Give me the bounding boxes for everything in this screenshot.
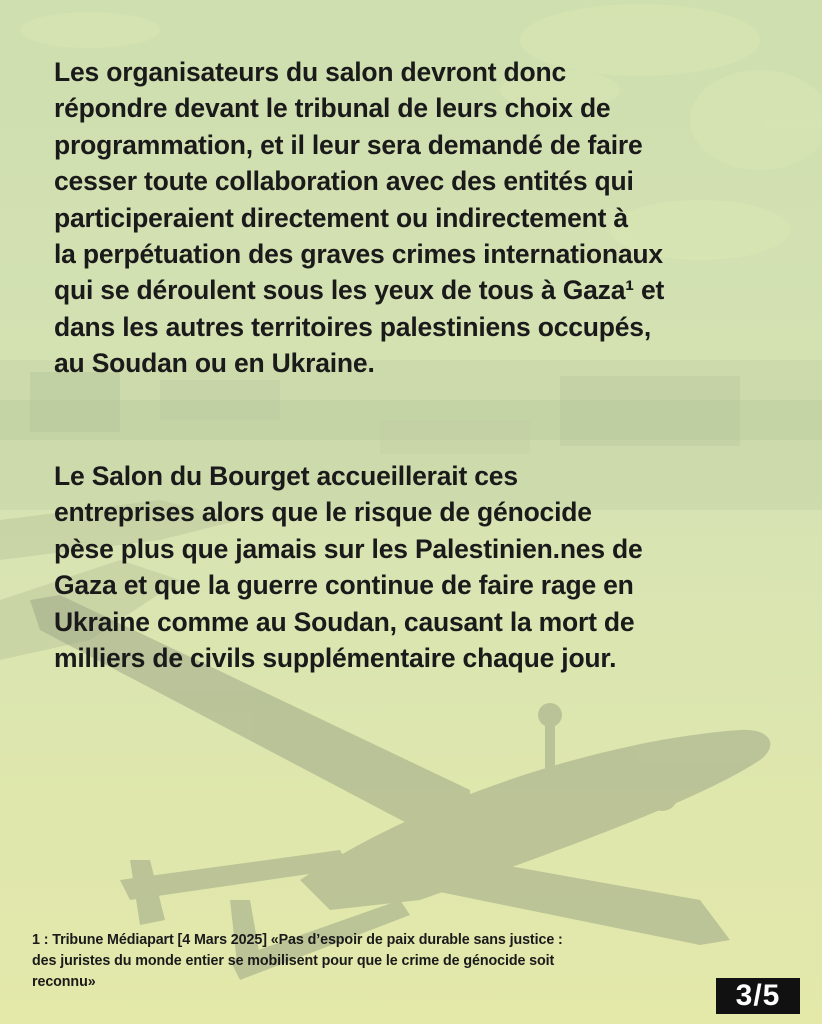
footnote-source: 1 : Tribune Médiapart [4 Mars 2025] «Pas d’espoir de paix durable sans justice : des juristes du monde entier se mobilisent pour que le crime de génocide soit reconnu» <box>32 932 563 990</box>
paragraph-salon-bourget: Le Salon du Bourget accueillerait ces entreprises alors que le risque de génocide pèse plus que jamais sur les Palestinien.nes de Gaza et que la guerre continue de faire rage en Ukraine comme au Soudan, causant la mort de milliers de civils supplémentaire chaque jour. <box>54 461 643 674</box>
paragraph-organisers: Les organisateurs du salon devront donc répondre devant le tribunal de leurs choix de programmation, et il leur sera demandé de faire cesser toute collaboration avec des entités qui participeraient directement ou indirectement à la perpétuation des graves crimes internationaux qui se déroulent sous les yeux de tous à Gaza¹ et dans les autres territoires palestiniens occupés, au Soudan ou en Ukraine. <box>54 57 665 379</box>
page-indicator-badge: 3/5 <box>716 978 800 1014</box>
